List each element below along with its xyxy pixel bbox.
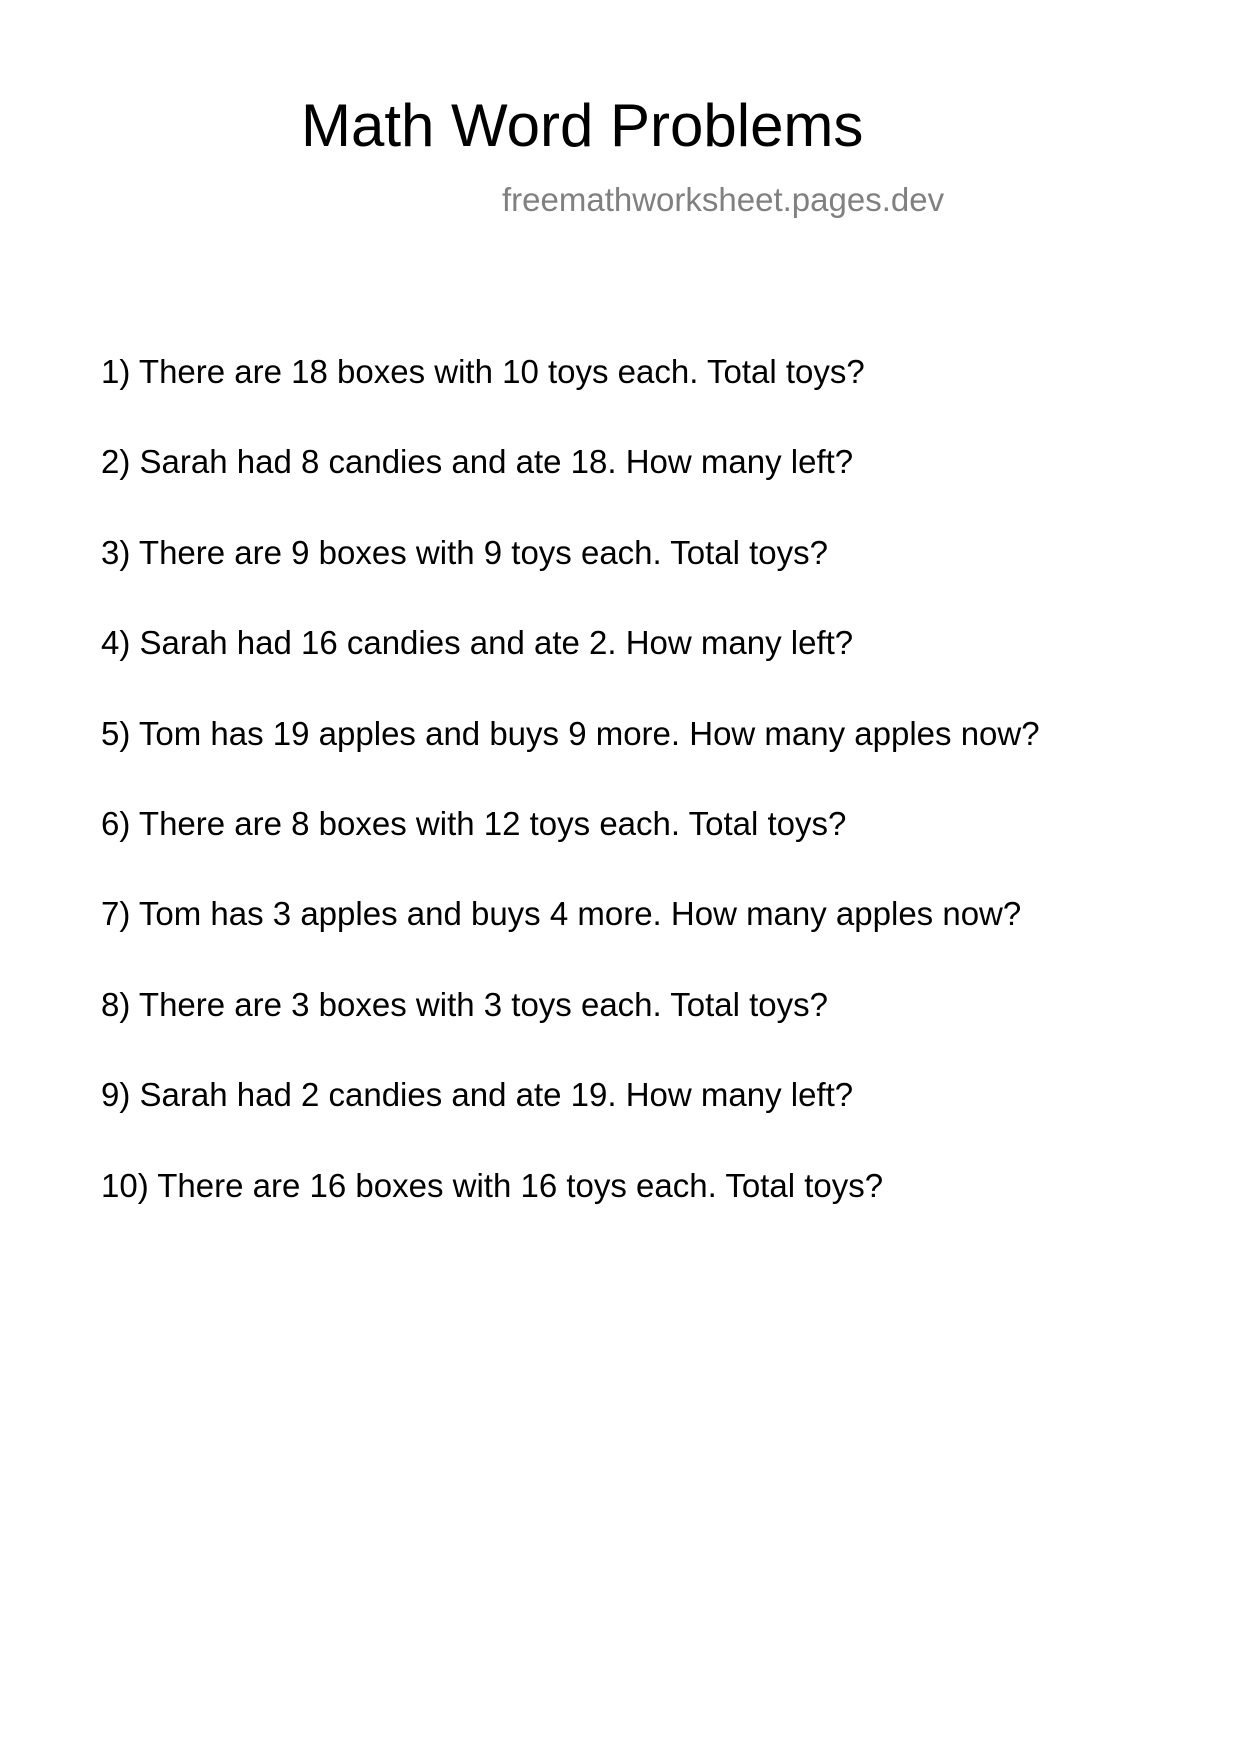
problem-item: 5) Tom has 19 apples and buys 9 more. How many apples now? [101, 714, 1040, 752]
problem-item: 8) There are 3 boxes with 3 toys each. Total toys? [101, 985, 829, 1023]
page-title: Math Word Problems [301, 92, 864, 159]
problem-item: 3) There are 9 boxes with 9 toys each. Total toys? [101, 533, 829, 571]
problem-item: 2) Sarah had 8 candies and ate 18. How many left? [101, 443, 854, 481]
problem-item: 10) There are 16 boxes with 16 toys each. Total toys? [101, 1166, 884, 1204]
problem-item: 1) There are 18 boxes with 10 toys each. Total toys? [101, 353, 865, 390]
problem-item: 9) Sarah had 2 candies and ate 19. How many left? [101, 1076, 854, 1114]
problem-item: 7) Tom has 3 apples and buys 4 more. How many apples now? [101, 895, 1022, 933]
site-url: freemathworksheet.pages.dev [502, 181, 945, 218]
problem-item: 4) Sarah had 16 candies and ate 2. How many left? [101, 624, 854, 662]
problem-item: 6) There are 8 boxes with 12 toys each. Total toys? [101, 804, 847, 842]
problem-list [101, 355, 1040, 1259]
